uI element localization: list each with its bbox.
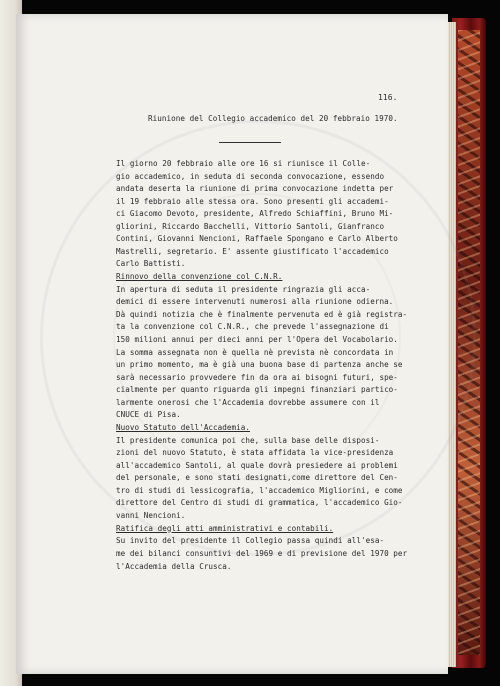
text-line: ci Giacomo Devoto, presidente, Alfredo Schiaffini, Bruno Mi- (116, 209, 394, 219)
text-line: gliorini, Riccardo Bacchelli, Vittorio Santoli, Gianfranco (116, 221, 385, 231)
text-line: vanni Nencioni. (116, 511, 186, 520)
text-line: larmente onerosi che l'Accademia dovrebbe assumere con il (116, 397, 380, 407)
title-divider (219, 142, 281, 143)
text-line: sarà necessario provvedere fin da ora ai bisogni futuri, spe- (116, 372, 398, 382)
text-line: Carlo Battisti. (116, 259, 186, 269)
text-line: gio accademico, in seduta di seconda convocazione, essendo (116, 171, 385, 181)
marbled-edge (458, 30, 480, 655)
text-line: cialmente per quanto riguarda gli impegni finanziari partico- (116, 385, 398, 395)
section-heading: Nuovo Statuto dell'Accademia. (116, 422, 251, 432)
page-number: 116. (378, 93, 398, 102)
text-line: La somma assegnata non è quella nè prevista nè concordata in (116, 347, 394, 357)
text-line: Il presidente comunica poi che, sulla base delle disposi- (116, 435, 380, 445)
text-line: un primo momento, ma è già una buona base di partenza anche se (116, 360, 403, 370)
text-line: tro di studi di lessicografia, l'accademico Migliorini, e come (116, 485, 403, 495)
text-line: Il giorno 20 febbraio alle ore 16 si riunisce il Colle- (116, 159, 371, 168)
text-line: ta la convenzione col C.N.R., che prevede l'assegnazione di (116, 322, 389, 332)
text-line: In apertura di seduta il presidente ringrazia gli acca- (116, 284, 371, 294)
text-line: demici di essere intervenuti numerosi alla riunione odierna. (116, 297, 394, 307)
text-line: andata deserta la riunione di prima convocazione indetta per (116, 184, 394, 194)
text-line: il 19 febbraio alle stessa ora. Sono presenti gli accademi- (116, 196, 389, 206)
text-line: all'accademico Santoli, al quale dovrà presiedere ai problemi (116, 460, 398, 470)
text-line: zioni del nuovo Statuto, è stata affidata la vice-presidenza (116, 448, 394, 458)
text-line: del personale, e sono stati designati,come direttore del Cen- (116, 473, 398, 483)
section-heading: Rinnovo della convenzione col C.N.R. (116, 271, 283, 281)
text-line: l'Accademia della Crusca. (116, 561, 232, 571)
text-line: Mastrelli, segretario. E' assente giustificato l'accademico (116, 246, 389, 256)
section-heading: Ratifica degli atti amministrativi e contabili. (116, 523, 334, 533)
text-line: CNUCE di Pisa. (116, 410, 181, 420)
text-line: direttore del Centro di studi di grammatica, l'accademico Gio- (116, 498, 403, 508)
text-line: me dei bilanci consuntivi del 1969 e di previsione del 1970 per (116, 548, 408, 558)
text-line: Contini, Giovanni Nencioni, Raffaele Spongano e Carlo Alberto (116, 234, 398, 244)
text-line: 150 milioni annui per dieci anni per l'Opera del Vocabolario. (116, 335, 398, 344)
page-title: Riunione del Collegio accademico del 20 febbraio 1970. (148, 114, 398, 123)
text-line: Su invito del presidente il Collegio passa quindi all'esa- (116, 536, 385, 546)
text-line: Dà quindi notizia che è finalmente pervenuta ed è già registra- (116, 309, 408, 319)
